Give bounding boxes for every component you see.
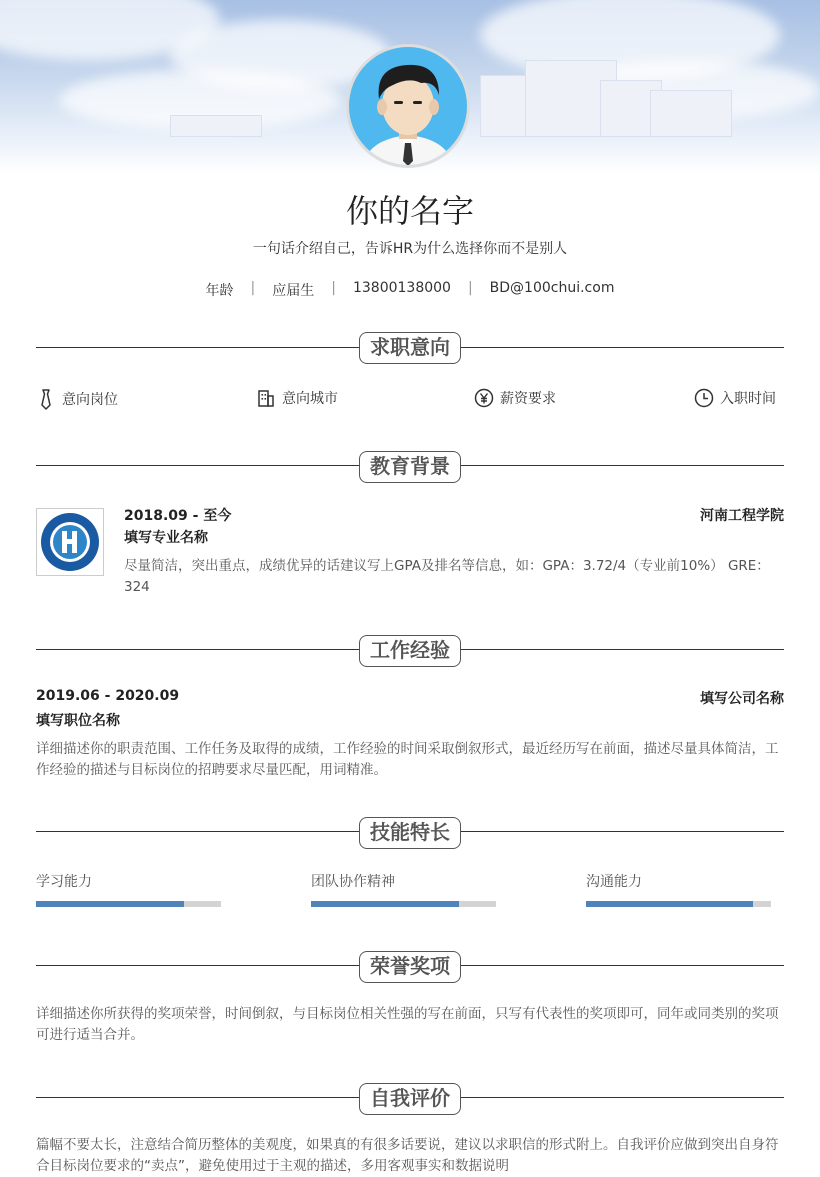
skill-label: 学习能力 <box>36 874 92 890</box>
tagline: 一句话介绍自己，告诉HR为什么选择你而不是别人 <box>252 241 568 257</box>
section-title-honors: 荣誉奖项 <box>359 951 461 983</box>
intent-label: 意向岗位 <box>62 392 118 408</box>
education-description: 尽量简洁，突出重点，成绩优异的话建议写上GPA及排名等信息，如：GPA：3.72/4（专业前10%） GRE：324 <box>124 558 770 595</box>
candidate-name: 你的名字 <box>345 192 474 230</box>
divider: | <box>331 280 336 296</box>
section-title-work: 工作经验 <box>359 635 461 667</box>
intent-label: 意向城市 <box>282 391 338 407</box>
self-evaluation-description: 篇幅不要太长，注意结合简历整体的美观度，如果真的有很多话要说，建议以求职信的形式附上。自我评价应做到突出自身符合目标岗位要求的“卖点”，避免使用过于主观的描述，多用客观事实和数据说明 <box>36 1137 779 1174</box>
intent-item-position <box>36 388 118 410</box>
education-major: 填写专业名称 <box>124 530 208 546</box>
intent-label: 薪资要求 <box>500 391 556 407</box>
skill-bar <box>311 901 496 907</box>
work-description: 详细描述你的职责范围、工作任务及取得的成绩，工作经验的时间采取倒叙形式，最近经历写在前面，描述尽量具体简洁，工作经验的描述与目标岗位的招聘要求尽量匹配，用词精准。 <box>36 741 779 778</box>
tie-icon <box>36 388 56 410</box>
work-company: 填写公司名称 <box>700 691 784 707</box>
intent-item-salary <box>474 388 556 408</box>
section-title-self-evaluation: 自我评价 <box>359 1083 461 1115</box>
education-school: 河南工程学院 <box>700 508 784 524</box>
skill-bar <box>586 901 771 907</box>
intent-label: 入职时间 <box>720 391 776 407</box>
divider: | <box>250 280 256 296</box>
honors-description: 详细描述你所获得的奖项荣誉，时间倒叙，与目标岗位相关性强的写在前面，只写有代表性的奖项即可，同年或同类别的奖项可进行适当合并。 <box>36 1006 779 1043</box>
intent-item-city <box>256 388 338 408</box>
contact-age: 年龄 <box>205 283 234 299</box>
building-icon <box>256 388 276 408</box>
avatar <box>346 44 470 168</box>
divider: | <box>467 280 473 296</box>
school-emblem-icon <box>39 511 101 573</box>
section-title-intent: 求职意向 <box>359 332 461 364</box>
skill-bar <box>36 901 221 907</box>
school-logo <box>36 508 104 576</box>
contact-row <box>0 280 820 300</box>
contact-email: BD@100chui.com <box>489 280 615 296</box>
work-date: 2019.06 - 2020.09 <box>36 688 180 704</box>
contact-phone: 13800138000 <box>352 280 451 296</box>
skill-bar-fill <box>311 901 459 907</box>
avatar-portrait-icon <box>349 47 467 165</box>
contact-status: 应届生 <box>272 283 315 299</box>
skill-label: 沟通能力 <box>586 874 642 890</box>
section-title-education: 教育背景 <box>359 451 461 483</box>
section-title-skills: 技能特长 <box>359 817 461 849</box>
intent-item-start-date <box>694 388 776 408</box>
yen-icon <box>474 388 494 408</box>
skill-bar-fill <box>586 901 753 907</box>
education-date: 2018.09 - 至今 <box>124 508 232 524</box>
skill-bar-fill <box>36 901 184 907</box>
work-position: 填写职位名称 <box>36 713 120 729</box>
skill-label: 团队协作精神 <box>311 874 395 890</box>
clock-icon <box>694 388 714 408</box>
